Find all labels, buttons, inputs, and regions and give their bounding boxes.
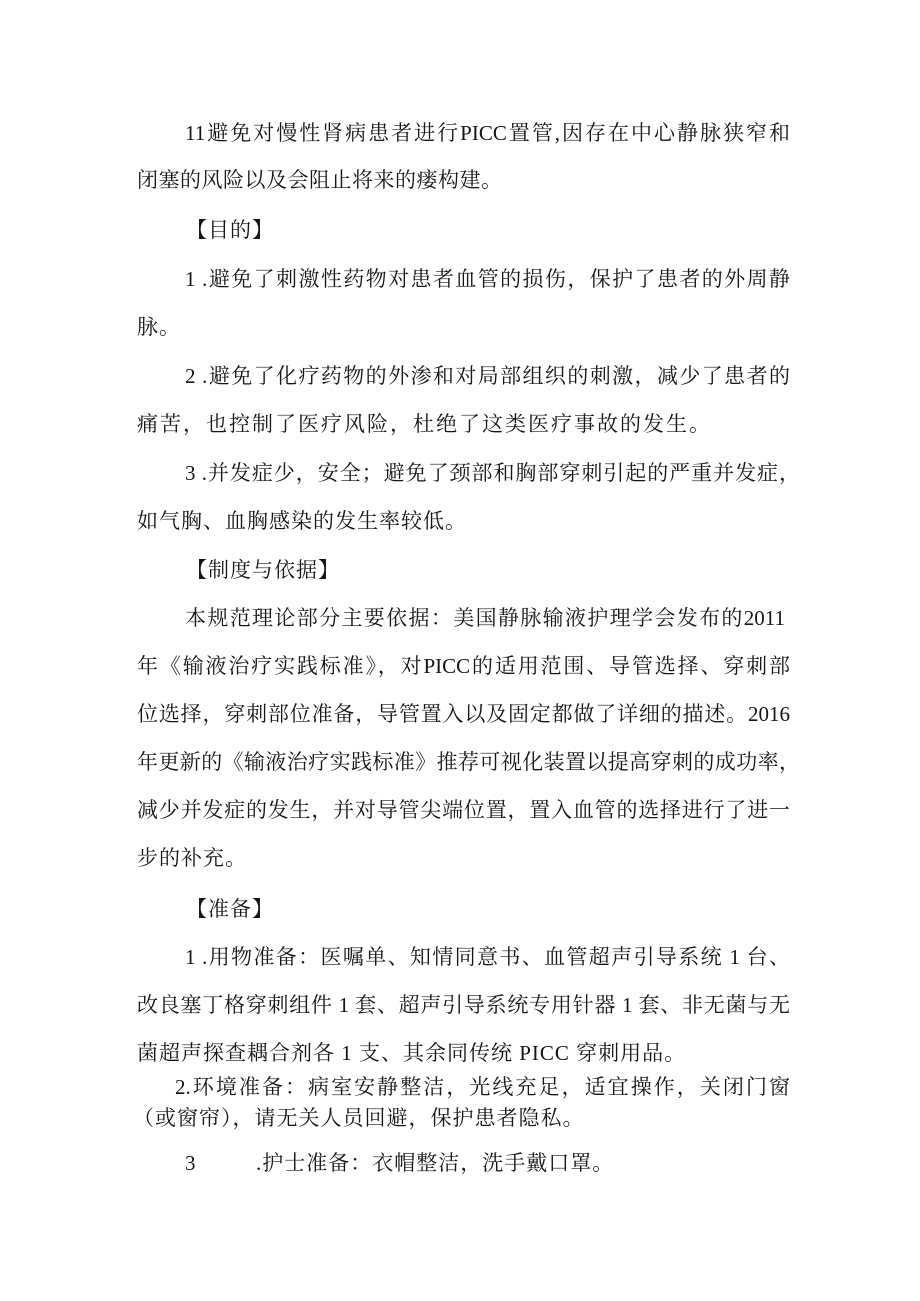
purpose-item-2-line-1: 2 .避免了化疗药物的外渗和对局部组织的刺激，减少了患者的 xyxy=(185,364,790,388)
preparation-item-1-line-2: 改良塞丁格穿刺组件 1 套、超声引导系统专用针器 1 套、非无菌与无 xyxy=(137,993,790,1017)
preparation-item-1-line-3: 菌超声探查耦合剂各 1 支、其余同传统 PICC 穿刺用品。 xyxy=(137,1041,687,1065)
preparation-item-2-line-2: （或窗帘），请无关人员回避，保护患者隐私。 xyxy=(133,1106,585,1130)
preparation-heading: 【准备】 xyxy=(186,897,274,921)
purpose-heading: 【目的】 xyxy=(186,218,274,242)
purpose-item-1-line-1: 1 .避免了刺激性药物对患者血管的损伤，保护了患者的外周静 xyxy=(185,267,790,291)
preparation-item-1-line-1: 1 .用物准备：医嘱单、知情同意书、血管超声引导系统 1 台、 xyxy=(185,945,790,969)
basis-line-4: 年更新的《输液治疗实践标准》推荐可视化装置以提高穿刺的成功率， xyxy=(137,750,800,774)
purpose-item-3-line-1: 3 .并发症少，安全；避免了颈部和胸部穿刺引起的严重并发症， xyxy=(185,461,800,485)
preparation-item-2-line-1: 2.环境准备：病室安静整洁，光线充足，适宜操作，关闭门窗 xyxy=(175,1075,790,1099)
purpose-item-1-line-2: 脉。 xyxy=(137,315,181,339)
basis-line-2: 年《输液治疗实践标准》，对PICC的适用范围、导管选择、穿刺部 xyxy=(137,654,790,678)
basis-line-6: 步的补充。 xyxy=(137,846,247,870)
purpose-item-2-line-2: 痛苦，也控制了医疗风险，杜绝了这类医疗事故的发生。 xyxy=(137,412,712,436)
basis-line-3: 位选择，穿刺部位准备，导管置入以及固定都做了详细的描述。2016 xyxy=(137,702,790,726)
basis-line-5: 减少并发症的发生，并对导管尖端位置，置入血管的选择进行了进一 xyxy=(137,798,790,822)
preparation-item-3-text: .护士准备：衣帽整洁，洗手戴口罩。 xyxy=(256,1151,615,1175)
basis-line-1: 本规范理论部分主要依据：美国静脉输液护理学会发布的2011 xyxy=(185,606,785,630)
purpose-item-3-line-2: 如气胸、血胸感染的发生率较低。 xyxy=(137,509,467,533)
intro-line-2: 闭塞的风险以及会阻止将来的瘘构建。 xyxy=(137,168,503,192)
basis-heading: 【制度与依据】 xyxy=(186,558,340,582)
intro-line-1: 11避免对慢性肾病患者进行PICC置管,因存在中心静脉狭窄和 xyxy=(185,121,790,145)
preparation-item-3-number: 3 xyxy=(185,1151,197,1175)
